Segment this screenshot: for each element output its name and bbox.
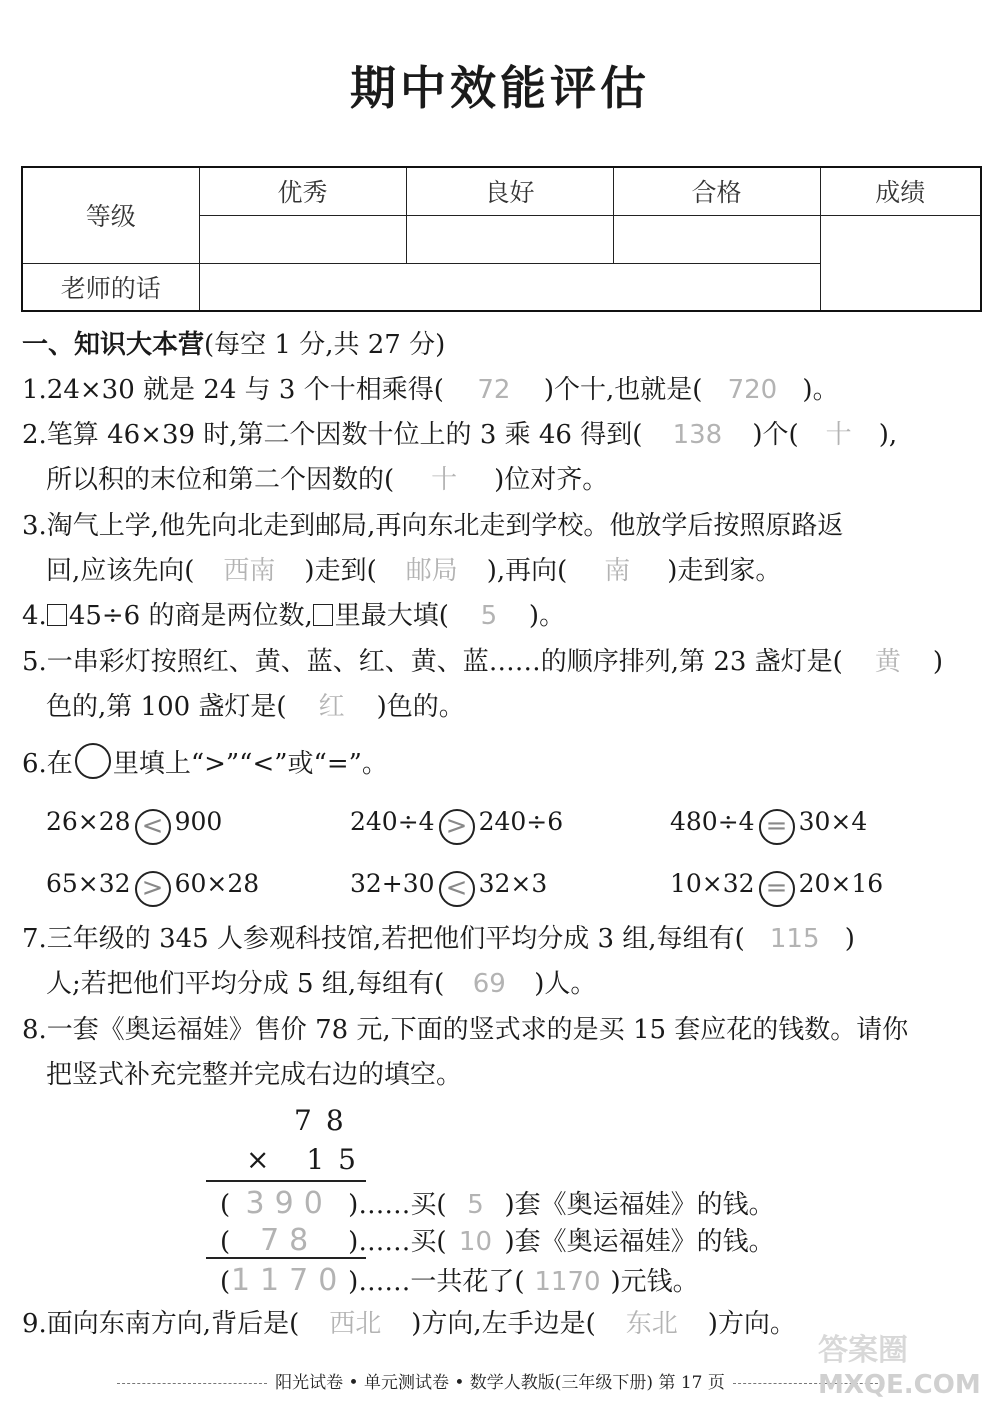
q2-answer-2[interactable]: 十 xyxy=(825,420,852,450)
q4-text-mid: 里最大填( xyxy=(334,601,449,631)
question-7-line-2 xyxy=(22,967,982,1001)
compare-item-2 xyxy=(350,807,563,845)
q6-text-post: 里填上“>”“<”或“=”。 xyxy=(112,749,388,779)
watermark-logo: 答案圈 xyxy=(818,1333,908,1368)
paren-open: ( xyxy=(220,1227,231,1257)
vertical-answer-1[interactable]: 390 xyxy=(245,1186,333,1221)
paren-open: ( xyxy=(220,1190,231,1220)
footer-dash-left xyxy=(117,1383,267,1384)
q3-text-m1: )走到( xyxy=(304,556,377,586)
compare-answer[interactable]: < xyxy=(135,809,171,845)
compare-right: 60×28 xyxy=(174,869,260,898)
q3-answer-1[interactable]: 西南 xyxy=(223,556,276,586)
vertical-answer-3[interactable]: 1170 xyxy=(230,1263,348,1298)
q9-text-post: )方向。 xyxy=(707,1309,796,1339)
vertical-row-1 xyxy=(220,1184,775,1221)
q4-number: 4. xyxy=(22,601,47,631)
compare-answer[interactable]: = xyxy=(759,871,795,907)
question-5-line-2 xyxy=(22,690,982,724)
compare-item-3 xyxy=(670,807,867,845)
question-7-line-1 xyxy=(22,922,982,956)
q7-answer-2[interactable]: 69 xyxy=(472,969,506,999)
q9-answer-1[interactable]: 西北 xyxy=(329,1309,382,1339)
q5-text: 5.一串彩灯按照红、黄、蓝、红、黄、蓝……的顺序排列,第 23 盏灯是( xyxy=(22,647,843,677)
q1-answer-2[interactable]: 720 xyxy=(727,375,778,405)
row1-text-post: )套《奥运福娃》的钱。 xyxy=(504,1190,775,1220)
compare-left: 32+30 xyxy=(350,869,435,898)
row3-text: ……一共花了( xyxy=(358,1267,525,1297)
q5-line2-text: 色的,第 100 盏灯是( xyxy=(46,692,287,722)
vertical-row-2 xyxy=(220,1221,775,1258)
compare-item-5 xyxy=(350,869,547,907)
q1-text-mid: )个十,也就是( xyxy=(543,375,703,405)
paren-open: ( xyxy=(220,1267,231,1297)
grade-good-cell[interactable] xyxy=(406,215,613,263)
section-heading xyxy=(22,328,982,362)
teacher-words-cell[interactable] xyxy=(199,263,820,311)
compare-item-4 xyxy=(46,869,259,907)
q7-answer-1[interactable]: 115 xyxy=(769,924,820,954)
q9-text: 9.面向东南方向,背后是( xyxy=(22,1309,300,1339)
q2-line2-text: 所以积的末位和第二个因数的( xyxy=(46,465,395,495)
row2-answer[interactable]: 10 xyxy=(458,1227,493,1257)
compare-answer[interactable]: < xyxy=(439,871,475,907)
q1-text-post: )。 xyxy=(802,375,839,405)
vertical-divider xyxy=(206,1257,366,1259)
section-points: (每空 1 分,共 27 分) xyxy=(204,330,446,360)
compare-right: 900 xyxy=(174,807,223,836)
q5-answer-2[interactable]: 红 xyxy=(318,692,345,722)
q3-answer-3[interactable]: 南 xyxy=(604,556,631,586)
vertical-divider xyxy=(206,1180,366,1182)
score-cell[interactable] xyxy=(820,215,981,311)
footer-text: 阳光试卷 • 单元测试卷 • 数学人教版(三年级下册) 第 17 页 xyxy=(275,1373,725,1393)
compare-item-1 xyxy=(46,807,222,845)
question-4 xyxy=(22,599,982,633)
row2-text: ……买( xyxy=(358,1227,447,1257)
compare-left: 10×32 xyxy=(670,869,755,898)
row1-answer[interactable]: 5 xyxy=(467,1190,484,1220)
q9-text-mid: )方向,左手边是( xyxy=(411,1309,596,1339)
compare-right: 30×4 xyxy=(798,807,868,836)
q6-text: 6.在 xyxy=(22,749,73,779)
blank-square-icon xyxy=(313,604,333,626)
watermark-url: MXQE.COM xyxy=(818,1370,981,1400)
paren-close: ) xyxy=(348,1190,359,1220)
page-title: 期中效能评估 xyxy=(350,61,650,115)
question-5-line-1 xyxy=(22,645,982,679)
compare-left: 480÷4 xyxy=(670,807,755,836)
question-1 xyxy=(22,373,982,407)
circle-icon xyxy=(75,743,111,779)
row3-text-post: )元钱。 xyxy=(610,1267,699,1297)
q5-answer-1[interactable]: 黄 xyxy=(874,647,901,677)
compare-right: 32×3 xyxy=(478,869,548,898)
q2-line2-post: )位对齐。 xyxy=(494,465,609,495)
score-header: 成绩 xyxy=(820,167,981,215)
question-8-line-1: 8.一套《奥运福娃》售价 78 元,下面的竖式求的是买 15 套应花的钱数。请你 xyxy=(22,1015,909,1045)
paren-close: ) xyxy=(348,1267,359,1297)
q2-text-post: ), xyxy=(878,420,898,450)
q1-text: 1.24×30 就是 24 与 3 个十相乘得( xyxy=(22,375,444,405)
q3-text: 回,应该先向( xyxy=(46,556,195,586)
q7-line2-text: 人;若把他们平均分成 5 组,每组有( xyxy=(46,969,445,999)
section-title: 一、知识大本营 xyxy=(22,330,205,360)
q3-text-m2: ),再向( xyxy=(486,556,568,586)
q2-answer-3[interactable]: 十 xyxy=(431,465,458,495)
q3-text-post: )走到家。 xyxy=(667,556,782,586)
vertical-multiplier: × 15 xyxy=(246,1143,370,1176)
q2-text: 2.笔算 46×39 时,第二个因数十位上的 3 乘 46 得到( xyxy=(22,420,643,450)
vertical-multiplicand: 78 xyxy=(294,1104,358,1137)
grade-table xyxy=(21,166,982,312)
grade-good-header: 良好 xyxy=(406,167,613,215)
q5-text-post: ) xyxy=(932,647,943,677)
q4-text: 45÷6 的商是两位数, xyxy=(68,601,313,631)
q5-line2-post: )色的。 xyxy=(376,692,465,722)
compare-right: 20×16 xyxy=(798,869,884,898)
question-3-line-2 xyxy=(22,554,982,588)
q7-text: 7.三年级的 345 人参观科技馆,若把他们平均分成 3 组,每组有( xyxy=(22,924,745,954)
q4-answer[interactable]: 5 xyxy=(480,601,498,631)
question-2-line-2 xyxy=(22,463,982,497)
q1-answer-1[interactable]: 72 xyxy=(477,375,511,405)
grade-pass-header: 合格 xyxy=(613,167,820,215)
q9-answer-2[interactable]: 东北 xyxy=(625,1309,678,1339)
compare-answer[interactable]: > xyxy=(135,871,171,907)
q2-text-mid: )个( xyxy=(752,420,799,450)
compare-item-6 xyxy=(670,869,883,907)
q8-line2-text: 把竖式补充完整并完成右边的填空。 xyxy=(46,1060,463,1090)
blank-square-icon xyxy=(47,604,67,626)
q7-text-post: ) xyxy=(844,924,855,954)
q7-line2-post: )人。 xyxy=(534,969,597,999)
compare-right: 240÷6 xyxy=(478,807,564,836)
grade-pass-cell[interactable] xyxy=(613,215,820,263)
q3-answer-2[interactable]: 邮局 xyxy=(405,556,458,586)
compare-answer[interactable]: = xyxy=(759,809,795,845)
vertical-answer-2[interactable]: 78 xyxy=(260,1223,319,1258)
question-3-line-1: 3.淘气上学,他先向北走到邮局,再向东北走到学校。他放学后按照原路返 xyxy=(22,511,844,541)
row2-text-post: )套《奥运福娃》的钱。 xyxy=(504,1227,775,1257)
compare-answer[interactable]: > xyxy=(439,809,475,845)
row3-answer[interactable]: 1170 xyxy=(534,1267,601,1297)
paren-close: ) xyxy=(348,1227,359,1257)
row1-text: ……买( xyxy=(358,1190,447,1220)
q2-answer-1[interactable]: 138 xyxy=(672,420,723,450)
vertical-row-3 xyxy=(220,1261,699,1298)
q4-text-post: )。 xyxy=(528,601,566,631)
compare-left: 240÷4 xyxy=(350,807,435,836)
grade-label-cell: 等级 xyxy=(22,167,199,263)
question-8-line-2 xyxy=(22,1058,982,1092)
grade-excellent-cell[interactable] xyxy=(199,215,406,263)
grade-excellent-header: 优秀 xyxy=(199,167,406,215)
question-2-line-1 xyxy=(22,418,982,452)
teacher-words-label: 老师的话 xyxy=(22,263,199,311)
compare-left: 65×32 xyxy=(46,869,131,898)
compare-left: 26×28 xyxy=(46,807,131,836)
question-6 xyxy=(22,743,982,781)
